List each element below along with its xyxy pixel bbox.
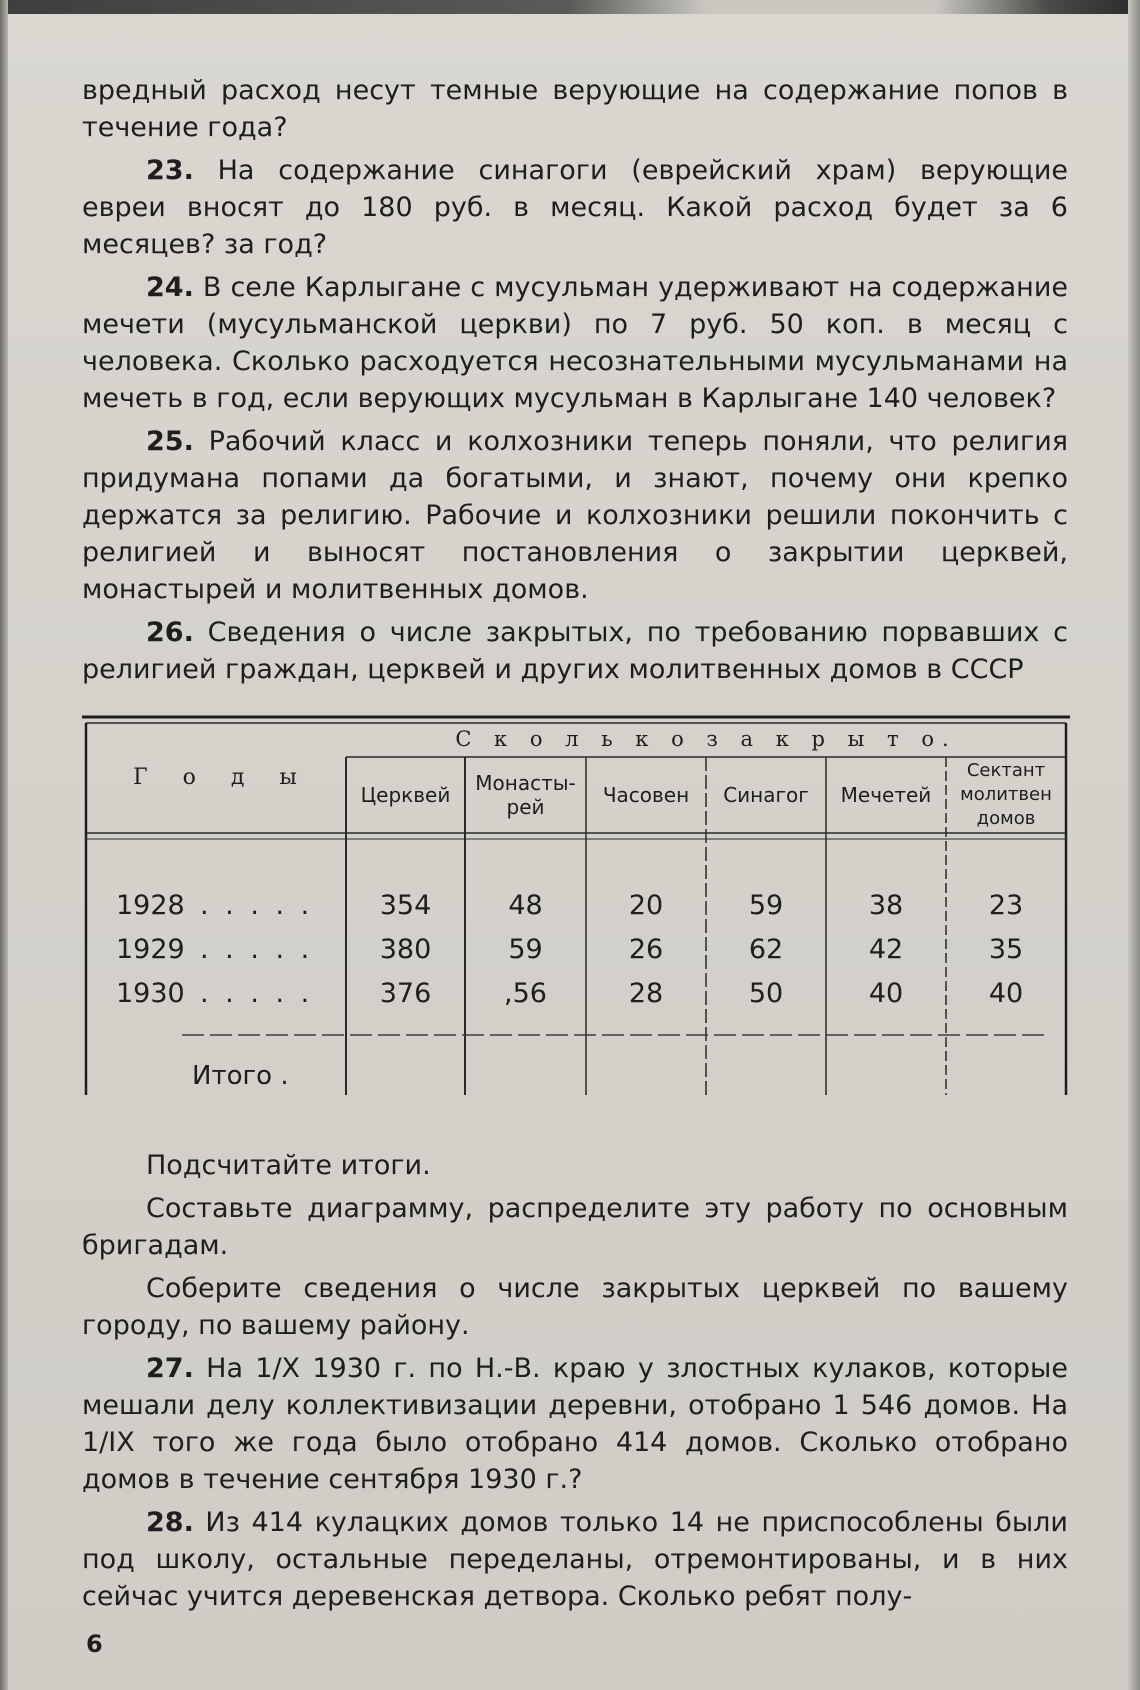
- row-year: 1928: [116, 890, 185, 921]
- col-header-sectarian-line2: молитвен: [960, 784, 1052, 805]
- problem-25: [82, 423, 1068, 608]
- scan-top-edge: [0, 0, 1140, 14]
- page-number: 6: [86, 1630, 103, 1658]
- cell-churches: 376: [379, 978, 432, 1009]
- cell-monasteries: 48: [508, 890, 543, 921]
- cell-mosques: 38: [868, 890, 904, 921]
- closures-table: [82, 715, 1070, 1105]
- years-header: Г о д ы: [133, 765, 311, 790]
- row-year: 1930: [116, 978, 185, 1009]
- cell-synagogues: 62: [748, 934, 784, 965]
- problem-23-text: На содержание синагоги (еврейский храм) верующие евреи вносят до 180 руб. в месяц. Какой расход будет за 6 месяцев? за год?: [82, 155, 1068, 260]
- problem-27: [82, 1350, 1068, 1498]
- problem-24: [82, 269, 1068, 417]
- row-dots: . . . . .: [200, 934, 314, 965]
- continuation-paragraph: вредный расход несут темные верующие на содержание попов в течение года?: [82, 75, 1068, 143]
- count-totals-paragraph: Подсчитайте итоги.: [146, 1150, 431, 1181]
- problem-24-text: В селе Карлыгане с мусульман удерживают на содержание мечети (мусульманской церкви) по 7 руб. 50 коп. в месяц с человека. Сколько расходуется несознательными мусульманами на мечеть в год, если верующих мусульман в Карлыгане 140 человек?: [82, 272, 1068, 414]
- problem-28-text: Из 414 кулацких домов только 14 не приспособлены были под школу, остальные переделаны, отремонтированы, и в них сейчас учится деревенская детвора. Сколько ребят полу-: [82, 1507, 1068, 1612]
- cell-churches: 380: [379, 934, 432, 965]
- cell-sectarian: 40: [988, 978, 1024, 1009]
- col-header-mosques-line1: Мечетей: [840, 783, 932, 807]
- cell-sectarian: 35: [988, 934, 1024, 965]
- problem-23: [82, 152, 1068, 263]
- row-year: 1929: [116, 934, 185, 965]
- problem-25-number: 25.: [146, 426, 194, 457]
- lower-text: [82, 1147, 1068, 1621]
- col-header-synagogues-line1: Синагог: [723, 783, 809, 807]
- col-header-sectarian-line3: домов: [976, 808, 1036, 829]
- scan-left-edge: [0, 0, 8, 1690]
- cell-chapels: 26: [628, 934, 664, 965]
- row-dots: . . . . .: [200, 890, 314, 921]
- total-label: Итого .: [192, 1061, 289, 1091]
- col-header-churches-line1: Церквей: [360, 783, 451, 807]
- problem-25-text: Рабочий класс и колхозники теперь поняли, что религия придумана попами да богатыми, и знают, почему они крепко держатся за религию. Рабочие и колхозники решили покончить с религией и выносят постановления о закрытии церквей, монастырей и молитвенных домов.: [82, 426, 1068, 605]
- col-header-mosques: [826, 783, 946, 807]
- col-header-synagogues: [706, 783, 826, 807]
- cell-chapels: 28: [628, 978, 664, 1009]
- cell-monasteries: 59: [508, 934, 543, 965]
- cell-synagogues: 50: [748, 978, 784, 1009]
- col-header-monasteries-line1: Монасты-: [475, 771, 576, 795]
- problem-27-text: На 1/X 1930 г. по Н.-В. краю у злостных кулаков, которые мешали делу коллективизации деревни, отобрано 1 546 домов. На 1/IX того же года было отобрано 414 домов. Сколько отобрано домов в течение сентября 1930 г.?: [82, 1353, 1068, 1495]
- problem-26-text: Сведения о числе закрытых, по требованию порвавших с религией граждан, церквей и других молитвенных домов в СССР: [82, 617, 1068, 685]
- col-header-monasteries-line2: рей: [506, 795, 545, 819]
- scan-right-edge: [1128, 0, 1140, 1690]
- cell-chapels: 20: [628, 890, 664, 921]
- upper-text: [82, 72, 1068, 694]
- col-header-sectarian: [946, 759, 1066, 831]
- diagram-paragraph: Составьте диаграмму, распределите эту работу по основным бригадам.: [82, 1193, 1068, 1261]
- cell-synagogues: 59: [748, 890, 784, 921]
- col-header-chapels-line1: Часовен: [602, 783, 690, 807]
- cell-mosques: 42: [868, 934, 904, 965]
- collect-paragraph: Соберите сведения о числе закрытых церквей по вашему городу, по вашему району.: [82, 1273, 1068, 1341]
- problem-28: [82, 1504, 1068, 1615]
- problem-26: [82, 614, 1068, 688]
- row-dots: . . . . .: [200, 978, 314, 1009]
- problem-26-number: 26.: [146, 617, 194, 648]
- cell-sectarian: 23: [988, 890, 1024, 921]
- col-header-churches: [346, 783, 465, 807]
- col-header-monasteries: [465, 771, 586, 819]
- problem-23-number: 23.: [146, 155, 194, 186]
- cell-mosques: 40: [868, 978, 904, 1009]
- col-header-sectarian-line1: Сектант: [966, 760, 1046, 781]
- problem-27-number: 27.: [146, 1353, 194, 1384]
- problem-28-number: 28.: [146, 1507, 194, 1538]
- col-header-chapels: [586, 783, 706, 807]
- cell-monasteries: ,56: [504, 978, 547, 1009]
- problem-24-number: 24.: [146, 272, 194, 303]
- cell-churches: 354: [379, 890, 432, 921]
- group-header: С к о л ь к о з а к р ы т о.: [455, 727, 957, 751]
